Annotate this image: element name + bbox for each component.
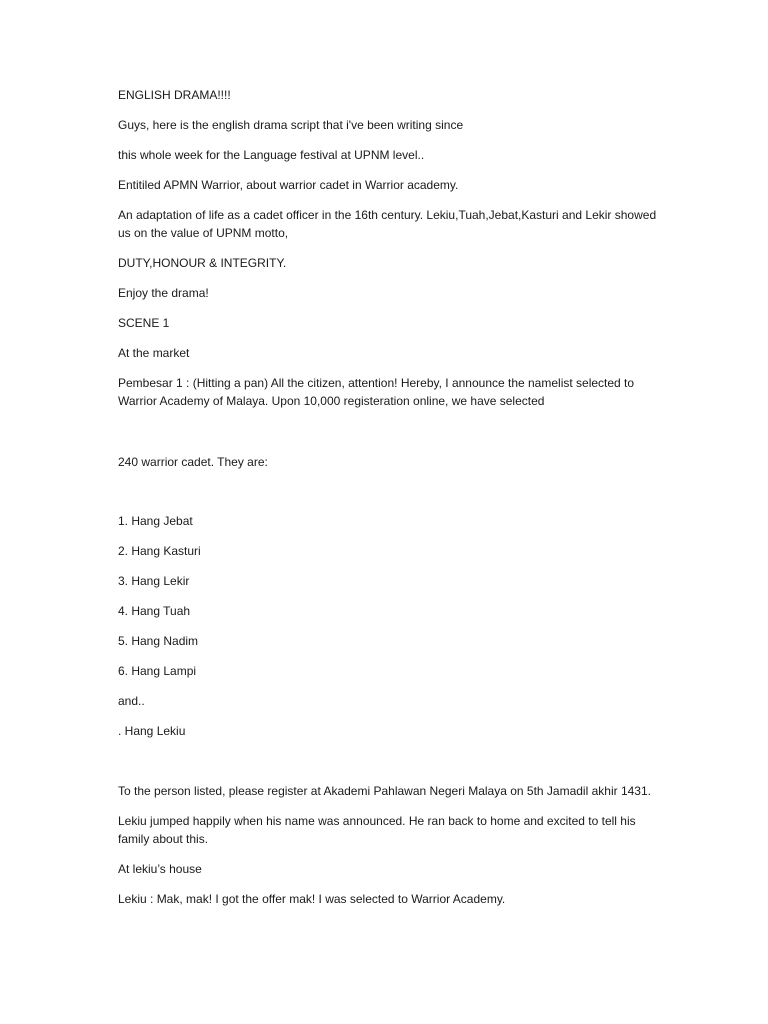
list-item: 5. Hang Nadim [118,634,199,648]
paragraph: An adaptation of life as a cadet officer in the 16th century. Lekiu,Tuah,Jebat,Kasturi and Lekir showed us on the value of UPNM motto, [118,208,657,240]
list-item: 1. Hang Jebat [118,514,193,528]
scene-heading: SCENE 1 [118,316,170,330]
paragraph: Guys, here is the english drama script that i've been writing since [118,118,464,132]
paragraph: Enjoy the drama! [118,286,209,300]
document-title: ENGLISH DRAMA!!!! [118,88,231,102]
paragraph: this whole week for the Language festival at UPNM level.. [118,148,425,162]
paragraph: Lekiu jumped happily when his name was announced. He ran back to home and excited to tell his family about this. [118,814,636,846]
list-item: 2. Hang Kasturi [118,544,201,558]
paragraph: DUTY,HONOUR & INTEGRITY. [118,256,287,270]
list-item: 6. Hang Lampi [118,664,197,678]
dialogue-line: Lekiu : Mak, mak! I got the offer mak! I was selected to Warrior Academy. [118,892,506,906]
paragraph: Entitiled APMN Warrior, about warrior cadet in Warrior academy. [118,178,459,192]
paragraph: and.. [118,694,145,708]
list-item: 3. Hang Lekir [118,574,190,588]
dialogue-line: Pembesar 1 : (Hitting a pan) All the citizen, attention! Hereby, I announce the namelist selected to Warrior Academy of Malaya. Upon 10,000 registeration online, we have selected [118,376,635,408]
list-item: 4. Hang Tuah [118,604,191,618]
list-item: . Hang Lekiu [118,724,186,738]
paragraph: To the person listed, please register at Akademi Pahlawan Negeri Malaya on 5th Jamadil akhir 1431. [118,784,651,798]
paragraph: At lekiu’s house [118,862,202,876]
paragraph: 240 warrior cadet. They are: [118,455,268,469]
paragraph: At the market [118,346,190,360]
